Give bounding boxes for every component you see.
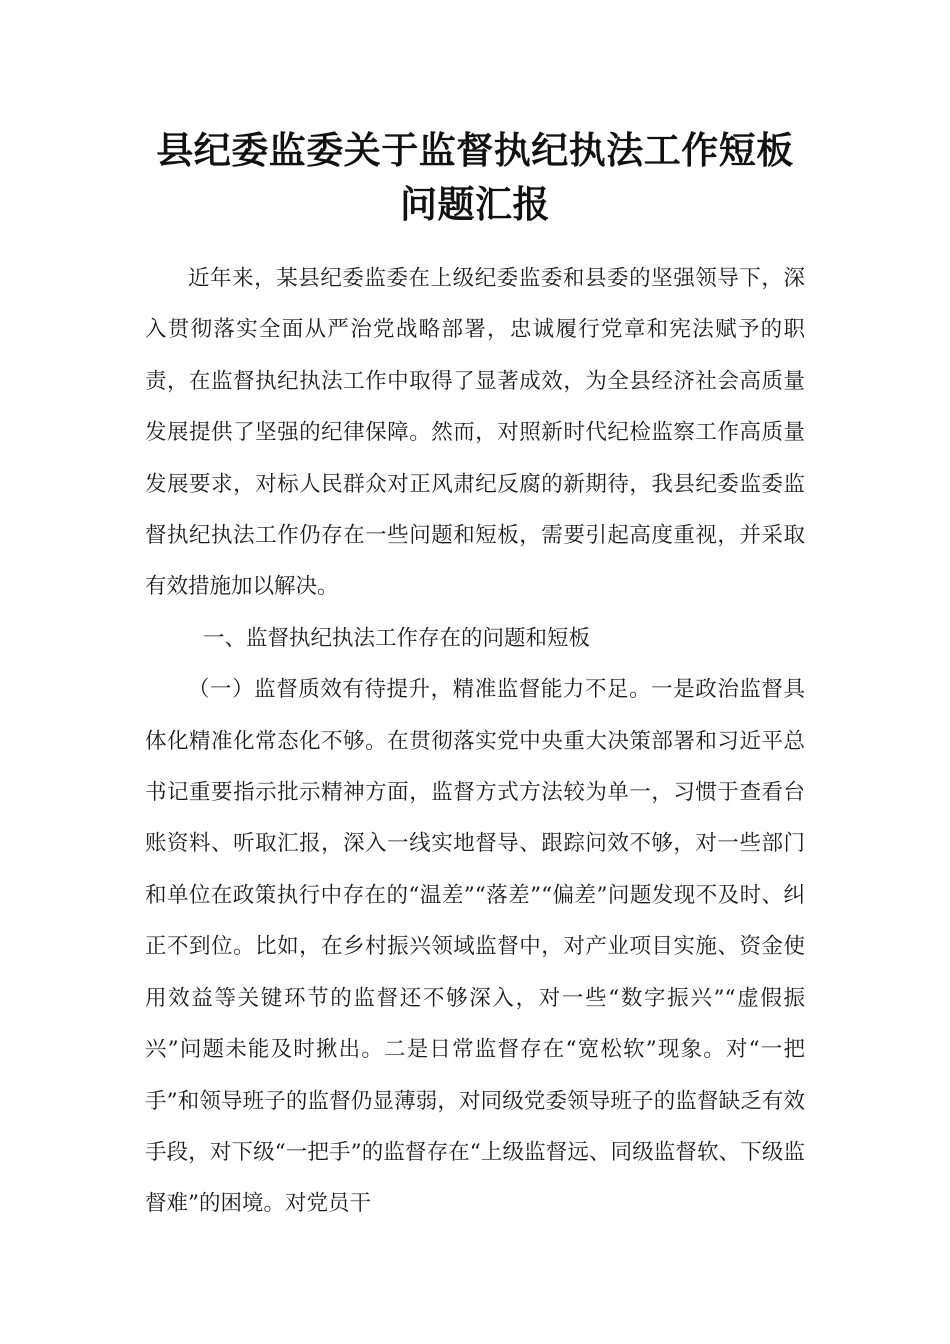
paragraph-intro: 近年来，某县纪委监委在上级纪委监委和县委的坚强领导下，深入贯彻落实全面从严治党战略部署，忠诚履行党章和宪法赋予的职责，在监督执纪执法工作中取得了显著成效，为全县经济社会高质量发展提供了坚强的纪律保障。然而，对照新时代纪检监察工作高质量发展要求，对标人民群众对正风肃纪反腐的新期待，我县纪委监委监督执纪执法工作仍存在一些问题和短板，需要引起高度重视，并采取有效措施加以解决。 (145, 266, 805, 600)
section-heading: 一、监督执纪执法工作存在的问题和短板 (203, 625, 591, 651)
document-title: 县纪委监委关于监督执纪执法工作短板问题汇报 (156, 129, 794, 226)
paragraph-subsection-1: （一）监督质效有待提升，精准监督能力不足。一是政治监督具体化精准化常态化不够。在贯彻落实党中央重大决策部署和习近平总书记重要指示批示精神方面，监督方式方法较为单一，习惯于查看台账资料、听取汇报，深入一线实地督导、跟踪问效不够，对一些部门和单位在政策执行中存在的“温差”“落差”“偏差”问题发现不及时、纠正不到位。比如，在乡村振兴领域监督中，对产业项目实施、资金使用效益等关键环节的监督还不够深入，对一些“数字振兴”“虚假振兴”问题未能及时揪出。二是日常监督存在“宽松软”现象。对“一把手”和领导班子的监督仍显薄弱，对同级党委领导班子的监督缺乏有效手段，对下级“一把手”的监督存在“上级监督远、同级监督软、下级监督难”的困境。对党员干 (145, 677, 805, 1217)
document-body (145, 253, 805, 1230)
